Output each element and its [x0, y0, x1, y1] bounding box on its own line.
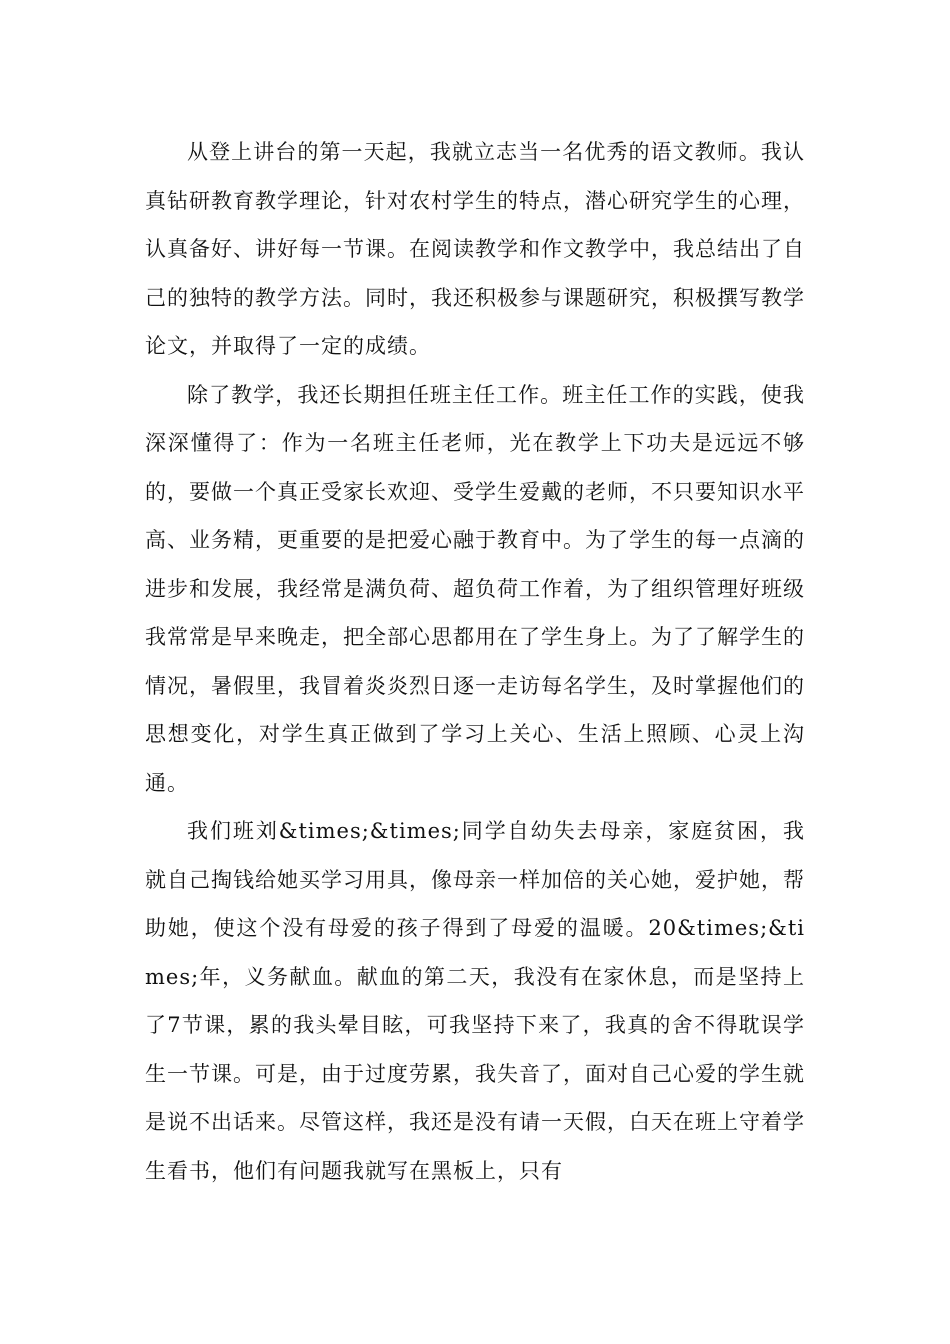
paragraph-class-teacher: 除了教学，我还长期担任班主任工作。班主任工作的实践，使我深深懂得了：作为一名班主任老师，光在教学上下功夫是远远不够的，要做一个真正受家长欢迎、受学生爱戴的老师，不只要知识水平高、业务精，更重要的是把爱心融于教育中。为了学生的每一点滴的进步和发展，我经常是满负荷、超负荷工作着，为了组织管理好班级我常常是早来晚走，把全部心思都用在了学生身上。为了了解学生的情况，暑假里，我冒着炎炎烈日逐一走访每名学生，及时掌握他们的思想变化，对学生真正做到了学习上关心、生活上照顾、心灵上沟通。 [145, 382, 805, 795]
paragraph-teaching: 从登上讲台的第一天起，我就立志当一名优秀的语文教师。我认真钻研教育教学理论，针对农村学生的特点，潜心研究学生的心理，认真备好、讲好每一节课。在阅读教学和作文教学中，我总结出了自己的独特的教学方法。同时，我还积极参与课题研究，积极撰写教学论文，并取得了一定的成绩。 [145, 140, 805, 358]
document-body [145, 128, 805, 1195]
paragraph-student-care: 我们班刘&times;&times;同学自幼失去母亲，家庭贫困，我就自己掏钱给她买学习用具，像母亲一样加倍的关心她，爱护她，帮助她，使这个没有母爱的孩子得到了母爱的温暖。20&times;&times;年，义务献血。献血的第二天，我没有在家休息，而是坚持上了7节课，累的我头晕目眩，可我坚持下来了，我真的舍不得耽误学生一节课。可是，由于过度劳累，我失音了，面对自己心爱的学生就是说不出话来。尽管这样，我还是没有请一天假，白天在班上守着学生看书，他们有问题我就写在黑板上，只有 [145, 819, 805, 1183]
